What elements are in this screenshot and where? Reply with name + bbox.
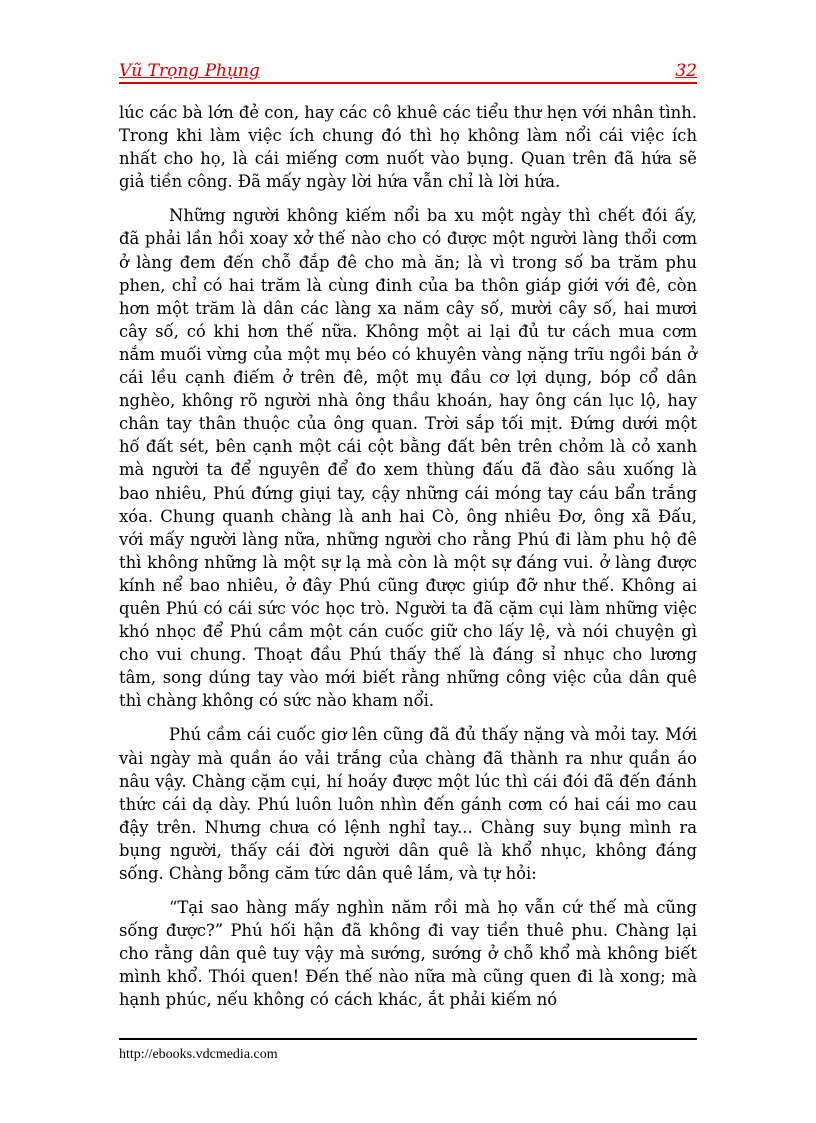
body-text bbox=[119, 101, 697, 1023]
header-page-number: 32 bbox=[675, 61, 697, 81]
running-header bbox=[119, 60, 697, 84]
paragraph: Phú cầm cái cuốc giơ lên cũng đã đủ thấy nặng và mỏi tay. Mới vài ngày mà quần áo vải trắng của chàng đã thành ra như quần áo nâu vậy. Chàng cặm cụi, hí hoáy được một lúc thì cái đói đã đến đánh thức cái dạ dày. Phú luôn luôn nhìn đến gánh cơm có hai cái mo cau đậy trên. Nhưng chưa có lệnh nghỉ tay... Chàng suy bụng mình ra bụng người, thấy cái đời người dân quê là khổ nhục, không đáng sống. Chàng bỗng căm tức dân quê lắm, và tự hỏi: bbox=[119, 725, 697, 883]
header-author: Vũ Trọng Phụng bbox=[119, 61, 260, 81]
paragraph: “Tại sao hàng mấy nghìn năm rồi mà họ vẫn cứ thế mà cũng sống được?” Phú hối hận đã không đi vay tiền thuê phu. Chàng lại cho rằng dân quê tuy vậy mà sướng, sướng ở chỗ khổ mà không biết mình khổ. Thói quen! Đến thế nào nữa mà cũng quen đi là xong; mà hạnh phúc, nếu không có cách khác, ắt phải kiếm nó bbox=[119, 898, 697, 1010]
footer-divider bbox=[119, 1038, 697, 1040]
paragraph: Những người không kiếm nổi ba xu một ngày thì chết đói ấy, đã phải lần hồi xoay xở thế nào cho có được một người làng thổi cơm ở làng đem đến chỗ đắp đê cho mà ăn; là vì trong số ba trăm phu phen, chỉ có hai trăm là cùng đinh của ba thôn giáp giới với đê, còn hơn một trăm là dân các làng xa năm cây số, mười cây số, hai mươi cây số, có khi hơn thế nữa. Không một ai lại đủ tư cách mua cơm nắm muối vừng của một mụ béo có khuyên vàng nặng trĩu ngồi bán ở cái lều cạnh điếm ở trên đê, một mụ đầu cơ lợi dụng, bóp cổ dân nghèo, không rõ người nhà ông thầu khoán, hay ông cán lục lộ, hay chân tay thân thuộc của ông quan. Trời sắp tối mịt. Đứng dưới một hố đất sét, bên cạnh một cái cột bằng đất bên trên chỏm là cỏ xanh mà người ta để nguyên để đo xem thùng đấu đã đào sâu xuống là bao nhiêu, Phú đứng giụi tay, cậy những cái móng tay cáu bẩn trắng xóa. Chung quanh chàng là anh hai Cò, ông nhiêu Đơ, ông xã Đấu, với mấy người làng nữa, những người cho rằng Phú đi làm phu hộ đê thì không những là một sự lạ mà còn là một sự đáng vui. ở làng được kính nể bao nhiêu, ở đây Phú cũng được giúp đỡ như thế. Không ai quên Phú có cái sức vóc học trò. Người ta đã cặm cụi làm những việc khó nhọc để Phú cầm một cán cuốc giữ cho lấy lệ, và nói chuyện gì cho vui chung. Thoạt đầu Phú thấy thế là đáng sỉ nhục cho lương tâm, song dúng tay vào mới biết rằng những công việc của dân quê thì chàng không có sức nào kham nổi. bbox=[119, 206, 697, 711]
footer-url: http://ebooks.vdcmedia.com bbox=[119, 1047, 278, 1062]
paragraph-continued: lúc các bà lớn đẻ con, hay các cô khuê các tiểu thư hẹn với nhân tình. Trong khi làm việc ích chung đó thì họ không làm nổi cái việc ích nhất cho họ, là cái miếng cơm nuốt vào bụng. Quan trên đã hứa sẽ giả tiền công. Đã mấy ngày lời hứa vẫn chỉ là lời hứa. bbox=[119, 103, 697, 192]
